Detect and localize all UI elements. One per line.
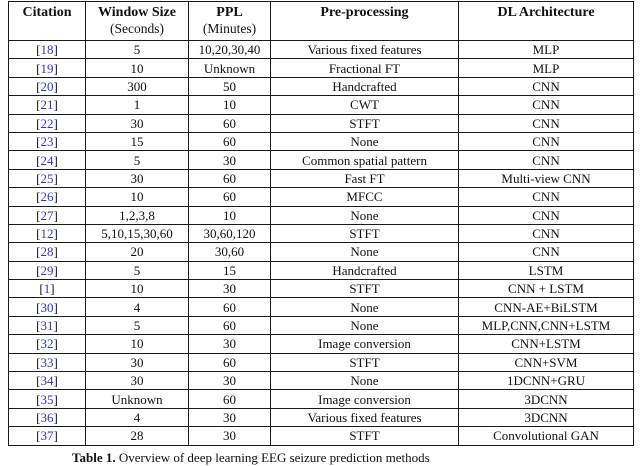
preprocessing-cell: None (271, 372, 459, 390)
citation-link[interactable]: 18 (40, 42, 54, 58)
citation-close-bracket: ] (53, 97, 58, 113)
preprocessing-cell: Handcrafted (271, 77, 459, 95)
citation-cell (9, 353, 86, 371)
table-row (9, 188, 634, 206)
citation-link[interactable]: 20 (40, 78, 54, 94)
table-body (9, 41, 634, 446)
window-size-cell: 15 (86, 132, 189, 150)
citation-cell (9, 224, 86, 242)
citation-link[interactable]: 34 (40, 373, 54, 389)
window-size-cell: 4 (86, 298, 189, 316)
citation-close-bracket: ] (53, 373, 58, 389)
citation-close-bracket: ] (50, 281, 55, 297)
citation-link[interactable]: 29 (40, 262, 54, 278)
citation-cell (9, 114, 86, 132)
preprocessing-cell: None (271, 316, 459, 334)
window-size-cell: 5 (86, 261, 189, 279)
preprocessing-cell: STFT (271, 224, 459, 242)
citation-cell (9, 298, 86, 316)
citation-cell (9, 280, 86, 298)
window-size-cell: 20 (86, 243, 189, 261)
header-sublabel: (Seconds) (110, 21, 164, 36)
architecture-cell: Convolutional GAN (459, 427, 634, 445)
header-cell-window-size (86, 2, 189, 41)
ppl-cell: 60 (189, 114, 271, 132)
citation-cell (9, 77, 86, 95)
architecture-cell: CNN + LSTM (459, 280, 634, 298)
table-row (9, 96, 634, 114)
architecture-cell: LSTM (459, 261, 634, 279)
citation-open-bracket: [ (36, 226, 41, 242)
table-row (9, 280, 634, 298)
preprocessing-cell: None (271, 243, 459, 261)
citation-open-bracket: [ (36, 244, 41, 260)
table-row (9, 169, 634, 187)
citation-close-bracket: ] (53, 134, 58, 150)
citation-cell (9, 188, 86, 206)
citation-open-bracket: [ (36, 428, 41, 444)
citation-close-bracket: ] (53, 410, 58, 425)
window-size-cell: 30 (86, 353, 189, 371)
header-cell-citation (9, 2, 86, 41)
preprocessing-cell: Fractional FT (271, 59, 459, 77)
window-size-cell: 10 (86, 59, 189, 77)
citation-open-bracket: [ (36, 373, 41, 389)
citation-open-bracket: [ (36, 60, 41, 76)
header-cell-dl-architecture (459, 2, 634, 41)
architecture-cell: 3DCNN (459, 408, 634, 426)
header-sublabel: (Minutes) (202, 21, 257, 36)
preprocessing-cell: STFT (271, 280, 459, 298)
citation-link[interactable]: 22 (40, 115, 54, 131)
header-cell-ppl (189, 2, 271, 41)
citation-open-bracket: [ (36, 97, 41, 113)
paper-table-container (8, 1, 634, 446)
citation-open-bracket: [ (39, 281, 44, 297)
table-row (9, 151, 634, 169)
ppl-cell: 10 (189, 96, 271, 114)
architecture-cell: Multi-view CNN (459, 169, 634, 187)
table-row (9, 408, 634, 426)
citation-link[interactable]: 12 (40, 226, 54, 242)
citation-link[interactable]: 23 (40, 134, 54, 150)
table-row (9, 372, 634, 390)
citation-open-bracket: [ (36, 336, 41, 352)
citation-open-bracket: [ (36, 391, 41, 407)
window-size-cell: 30 (86, 114, 189, 132)
window-size-cell: 300 (86, 77, 189, 95)
window-size-cell: 30 (86, 169, 189, 187)
citation-cell (9, 372, 86, 390)
architecture-cell: CNN (459, 206, 634, 224)
citation-open-bracket: [ (36, 262, 41, 278)
header-label: Window Size (98, 5, 176, 20)
architecture-cell: CNN (459, 243, 634, 261)
window-size-cell: 1 (86, 96, 189, 114)
citation-open-bracket: [ (36, 42, 41, 58)
table-row (9, 298, 634, 316)
ppl-cell: 10,20,30,40 (189, 41, 271, 59)
citation-link[interactable]: 28 (40, 244, 54, 260)
table-caption-text: Overview of deep learning EEG seizure prediction methods (118, 450, 430, 465)
architecture-cell: CNN+SVM (459, 353, 634, 371)
ppl-cell: 30 (189, 335, 271, 353)
table-row (9, 353, 634, 371)
architecture-cell: MLP (459, 41, 634, 59)
architecture-cell: MLP,CNN,CNN+LSTM (459, 316, 634, 334)
citation-open-bracket: [ (36, 115, 41, 131)
citation-cell (9, 59, 86, 77)
citation-close-bracket: ] (53, 336, 58, 352)
citation-cell (9, 243, 86, 261)
citation-close-bracket: ] (53, 189, 58, 205)
window-size-cell: 5 (86, 316, 189, 334)
architecture-cell: CNN+LSTM (459, 335, 634, 353)
header-label: PPL (216, 5, 243, 20)
citation-link[interactable]: 30 (40, 299, 54, 315)
ppl-cell: 10 (189, 206, 271, 224)
citation-cell (9, 96, 86, 114)
table-row (9, 132, 634, 150)
ppl-cell: 60 (189, 188, 271, 206)
table-row (9, 77, 634, 95)
ppl-cell: 15 (189, 261, 271, 279)
architecture-cell: CNN-AE+BiLSTM (459, 298, 634, 316)
citation-cell (9, 206, 86, 224)
citation-open-bracket: [ (36, 207, 41, 223)
preprocessing-cell: Fast FT (271, 169, 459, 187)
citation-close-bracket: ] (53, 262, 58, 278)
citation-close-bracket: ] (53, 152, 58, 168)
ppl-cell: 30 (189, 372, 271, 390)
table-caption-label: Table 1. (72, 450, 116, 465)
citation-link[interactable]: 21 (40, 97, 54, 113)
citation-close-bracket: ] (53, 244, 58, 260)
window-size-cell: 4 (86, 408, 189, 426)
citation-close-bracket: ] (53, 299, 58, 315)
paper-table (8, 1, 634, 446)
citation-link[interactable]: 24 (40, 152, 54, 168)
architecture-cell: CNN (459, 224, 634, 242)
preprocessing-cell: None (271, 206, 459, 224)
citation-close-bracket: ] (53, 226, 58, 242)
window-size-cell: 5 (86, 41, 189, 59)
architecture-cell: CNN (459, 96, 634, 114)
architecture-cell: CNN (459, 151, 634, 169)
table-header-row (9, 2, 634, 41)
citation-cell (9, 427, 86, 445)
citation-open-bracket: [ (36, 354, 41, 370)
citation-open-bracket: [ (36, 189, 41, 205)
ppl-cell: 60 (189, 353, 271, 371)
architecture-cell: CNN (459, 188, 634, 206)
citation-close-bracket: ] (53, 170, 58, 186)
citation-link[interactable]: 19 (40, 60, 54, 76)
citation-cell (9, 261, 86, 279)
table-header (9, 2, 634, 41)
window-size-cell: 5 (86, 151, 189, 169)
citation-close-bracket: ] (53, 60, 58, 76)
ppl-cell: 60 (189, 316, 271, 334)
citation-cell (9, 132, 86, 150)
table-row (9, 261, 634, 279)
architecture-cell: 1DCNN+GRU (459, 372, 634, 390)
citation-close-bracket: ] (53, 115, 58, 131)
preprocessing-cell: Image conversion (271, 335, 459, 353)
citation-cell (9, 41, 86, 59)
ppl-cell: 30,60,120 (189, 224, 271, 242)
preprocessing-cell: STFT (271, 114, 459, 132)
header-label: Citation (22, 5, 72, 20)
citation-close-bracket: ] (53, 42, 58, 58)
citation-close-bracket: ] (53, 391, 58, 407)
citation-close-bracket: ] (53, 318, 58, 334)
architecture-cell: CNN (459, 114, 634, 132)
window-size-cell: 10 (86, 335, 189, 353)
ppl-cell: 30 (189, 151, 271, 169)
architecture-cell: CNN (459, 77, 634, 95)
citation-open-bracket: [ (36, 410, 41, 425)
table-row (9, 114, 634, 132)
citation-cell (9, 169, 86, 187)
ppl-cell: Unknown (189, 59, 271, 77)
citation-link[interactable]: 26 (40, 189, 54, 205)
window-size-cell: 28 (86, 427, 189, 445)
ppl-cell: 30 (189, 408, 271, 426)
citation-cell (9, 316, 86, 334)
architecture-cell: 3DCNN (459, 390, 634, 408)
ppl-cell: 30 (189, 427, 271, 445)
citation-close-bracket: ] (53, 78, 58, 94)
table-row (9, 390, 634, 408)
header-cell-preprocessing (271, 2, 459, 41)
window-size-cell: 1,2,3,8 (86, 206, 189, 224)
preprocessing-cell: Common spatial pattern (271, 151, 459, 169)
table-row (9, 224, 634, 242)
window-size-cell: 30 (86, 372, 189, 390)
preprocessing-cell: None (271, 298, 459, 316)
header-label: DL Architecture (497, 5, 595, 20)
ppl-cell: 30,60 (189, 243, 271, 261)
window-size-cell: 5,10,15,30,60 (86, 224, 189, 242)
ppl-cell: 30 (189, 280, 271, 298)
preprocessing-cell: Various fixed features (271, 41, 459, 59)
citation-close-bracket: ] (53, 207, 58, 223)
preprocessing-cell: STFT (271, 427, 459, 445)
citation-close-bracket: ] (53, 428, 58, 444)
header-label: Pre-processing (320, 5, 409, 20)
citation-link[interactable]: 36 (40, 410, 54, 425)
citation-link[interactable]: 35 (40, 391, 54, 407)
preprocessing-cell: MFCC (271, 188, 459, 206)
citation-link[interactable]: 25 (40, 170, 54, 186)
window-size-cell: 10 (86, 188, 189, 206)
citation-link[interactable]: 32 (40, 336, 54, 352)
preprocessing-cell: None (271, 132, 459, 150)
table-row (9, 243, 634, 261)
citation-link[interactable]: 37 (40, 428, 54, 444)
ppl-cell: 60 (189, 169, 271, 187)
citation-link[interactable]: 33 (40, 354, 54, 370)
window-size-cell: 10 (86, 280, 189, 298)
citation-open-bracket: [ (36, 170, 41, 186)
citation-close-bracket: ] (53, 354, 58, 370)
ppl-cell: 60 (189, 298, 271, 316)
citation-open-bracket: [ (36, 318, 41, 334)
preprocessing-cell: Handcrafted (271, 261, 459, 279)
citation-link[interactable]: 1 (43, 281, 51, 297)
table-row (9, 316, 634, 334)
table-row (9, 335, 634, 353)
preprocessing-cell: Various fixed features (271, 408, 459, 426)
citation-open-bracket: [ (36, 78, 41, 94)
citation-cell (9, 408, 86, 426)
citation-cell (9, 335, 86, 353)
ppl-cell: 50 (189, 77, 271, 95)
ppl-cell: 60 (189, 390, 271, 408)
citation-cell (9, 151, 86, 169)
table-row (9, 427, 634, 445)
table-row (9, 206, 634, 224)
architecture-cell: MLP (459, 59, 634, 77)
citation-link[interactable]: 31 (40, 318, 54, 334)
architecture-cell: CNN (459, 132, 634, 150)
citation-cell (9, 390, 86, 408)
citation-open-bracket: [ (36, 299, 41, 315)
citation-open-bracket: [ (36, 152, 41, 168)
preprocessing-cell: STFT (271, 353, 459, 371)
citation-open-bracket: [ (36, 134, 41, 150)
table-row (9, 41, 634, 59)
table-row (9, 59, 634, 77)
ppl-cell: 60 (189, 132, 271, 150)
window-size-cell: Unknown (86, 390, 189, 408)
preprocessing-cell: Image conversion (271, 390, 459, 408)
preprocessing-cell: CWT (271, 96, 459, 114)
citation-link[interactable]: 27 (40, 207, 54, 223)
table-caption (72, 450, 430, 466)
